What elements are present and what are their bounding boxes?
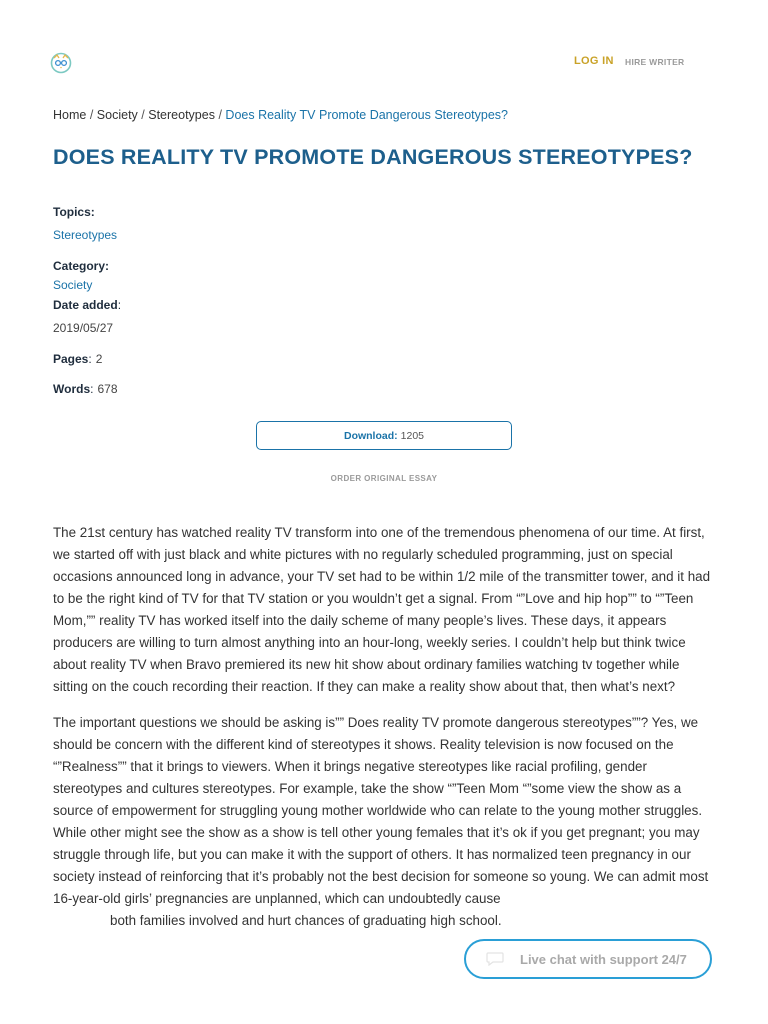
essay-body <box>53 522 718 932</box>
essay-paragraph-2-text: The important questions we should be asking is”” Does reality TV promote dangerous stereotypes””? Yes, we should be concern with the different kind of stereotypes it shows. Reality television is now focused on the “”Realness”” that it brings to viewers. When it brings negative stereotypes like racial profiling, gender stereotypes and cultures stereotypes. For example, take the show “”Teen Mom “”some view the show as a source of empowerment for struggling young mother worldwide who can relate to the young mother struggles. While other might see the show as a show is tell other young females that it’s ok if you get pregnant; you may struggle through life, but you can make it with the support of others. It has normalized teen pregnancy in our society instead of reinforcing that it’s probably not the best decision for someone so young. We can admit most 16-year-old girls’ pregnancies are unplanned, which can undoubtedly cause <box>53 715 709 906</box>
live-chat-button[interactable] <box>464 939 712 979</box>
download-label: Download: <box>343 429 398 442</box>
order-original-essay-link[interactable]: ORDER ORIGINAL ESSAY <box>330 474 438 483</box>
breadcrumb <box>53 108 508 122</box>
pages-row <box>53 352 102 366</box>
words-label: Words <box>53 382 91 396</box>
essay-paragraph-1: The 21st century has watched reality TV transform into one of the tremendous phenomena of our time. At first, we started off with just black and white pictures with no regularly scheduled programming, just on special occasions announced long in advance, your TV set had to be within 1/2 mile of the transmitter tower, and it had to be the right kind of TV for that TV station or you wouldn’t get a signal. From “”Love and hip hop”” to “”Teen Mom,”” reality TV has worked itself into the daily scheme of many people’s lives. These days, it appears producers are willing to turn almost anything into an hour-long, weekly series. I couldn’t help but think twice about reality TV when Bravo premiered its new hit show about ordinary families watching tv together while sitting on the couch recording their reaction. If they can make a reality show about that, then what’s next? <box>53 525 711 694</box>
chat-bubble-icon <box>486 952 504 966</box>
date-added-label-text: Date added <box>53 298 118 312</box>
category-link-society[interactable]: Society <box>53 278 93 292</box>
pages-value: 2 <box>95 352 103 366</box>
pages-colon: : <box>88 352 92 366</box>
live-chat-label: Live chat with support 24/7 <box>520 951 687 967</box>
essay-paragraph-2 <box>53 712 718 932</box>
page-title: DOES REALITY TV PROMOTE DANGEROUS STEREOTYPES? <box>53 145 693 169</box>
essay-paragraph-2-last-line: both families involved and hurt chances of graduating high school. <box>110 913 502 928</box>
hire-writer-link[interactable]: HIRE WRITER <box>625 57 685 67</box>
date-added-label <box>53 298 121 312</box>
topics-link-stereotypes[interactable]: Stereotypes <box>53 228 118 242</box>
owl-logo-icon[interactable] <box>50 52 72 74</box>
breadcrumb-current[interactable]: Does Reality TV Promote Dangerous Stereotypes? <box>225 108 508 122</box>
date-added-colon: : <box>117 298 122 312</box>
breadcrumb-separator: / <box>141 108 145 122</box>
download-button[interactable] <box>256 421 512 450</box>
breadcrumb-home[interactable]: Home <box>53 108 87 122</box>
category-label: Category: <box>53 259 110 273</box>
words-colon: : <box>90 382 94 396</box>
topics-label: Topics: <box>53 205 95 219</box>
words-value: 678 <box>97 382 118 396</box>
login-link[interactable]: LOG IN <box>574 55 614 67</box>
breadcrumb-separator: / <box>218 108 222 122</box>
words-row <box>53 382 118 396</box>
site-header <box>0 0 768 110</box>
pages-label: Pages <box>53 352 89 366</box>
date-added-value: 2019/05/27 <box>53 321 114 335</box>
breadcrumb-stereotypes[interactable]: Stereotypes <box>148 108 215 122</box>
breadcrumb-separator: / <box>89 108 94 122</box>
download-count: 1205 <box>400 429 425 442</box>
breadcrumb-society[interactable]: Society <box>96 108 138 122</box>
